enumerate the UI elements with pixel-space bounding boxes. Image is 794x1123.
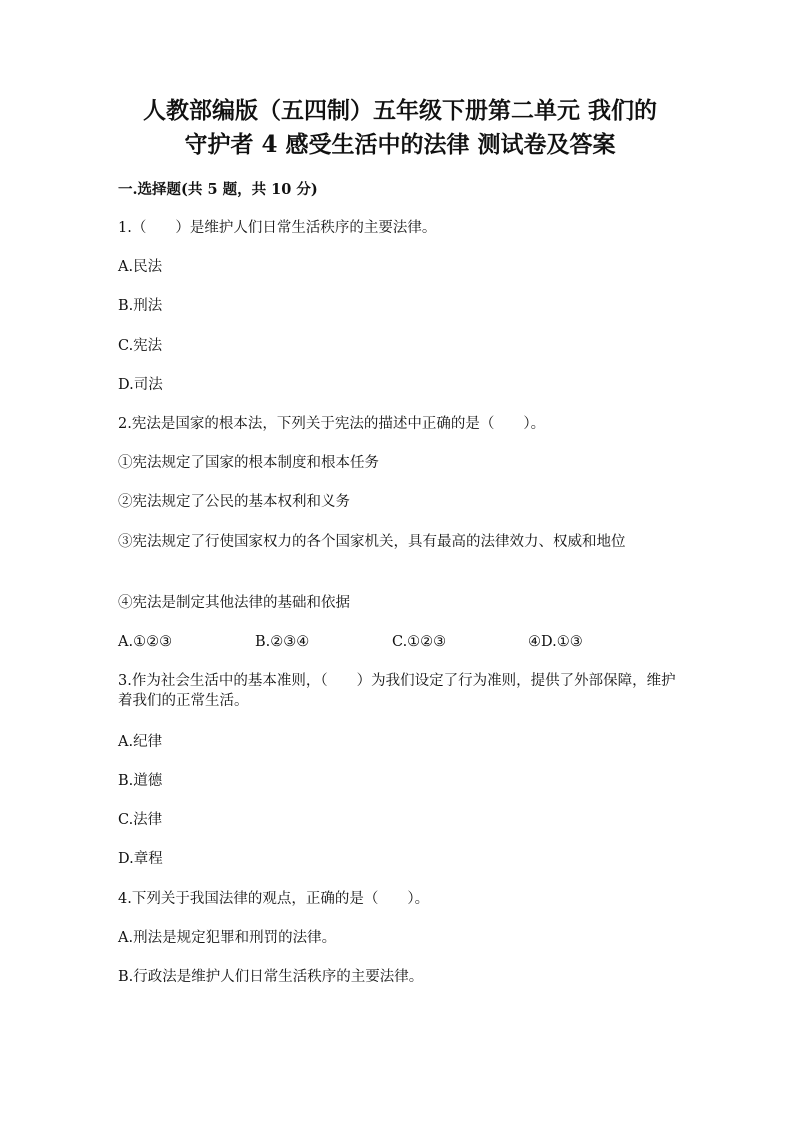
question-1-option-b: B.刑法 [118, 298, 163, 314]
question-3-option-d: D.章程 [118, 851, 163, 867]
question-4-stem: 4.下列关于我国法律的观点，正确的是（ ）。 [118, 891, 430, 907]
question-3-option-c: C.法律 [118, 812, 163, 828]
question-2-statement-3: ③宪法规定了行使国家权力的各个国家机关，具有最高的法律效力、权威和地位 [118, 534, 626, 550]
question-2-statement-2: ②宪法规定了公民的基本权利和义务 [118, 494, 350, 510]
question-4-option-b: B.行政法是维护人们日常生活秩序的主要法律。 [118, 969, 424, 985]
question-2-options [118, 632, 678, 652]
section-heading: 一.选择题(共 5 题，共 10 分) [118, 181, 318, 198]
question-2-option-d: ④D.①③ [528, 634, 583, 650]
question-1-option-c: C.宪法 [118, 338, 163, 354]
question-1-option-a: A.民法 [118, 259, 163, 275]
question-3-option-a: A.纪律 [118, 734, 163, 750]
question-3-option-b: B.道德 [118, 773, 163, 789]
question-1-option-d: D.司法 [118, 377, 163, 393]
question-4-option-a: A.刑法是规定犯罪和刑罚的法律。 [118, 930, 337, 946]
question-2-statement-1: ①宪法规定了国家的根本制度和根本任务 [118, 455, 379, 471]
question-2-option-c: C.①②③ [392, 634, 447, 650]
question-2-stem: 2.宪法是国家的根本法，下列关于宪法的描述中正确的是（ ）。 [118, 416, 546, 432]
question-1-stem: 1.（ ）是维护人们日常生活秩序的主要法律。 [118, 220, 437, 236]
question-2-option-b: B.②③④ [255, 634, 310, 650]
document-title-line-1: 人教部编版（五四制）五年级下册第二单元 我们的 [142, 97, 657, 124]
question-3-stem: 3.作为社会生活中的基本准则，（ ）为我们设定了行为准则，提供了外部保障，维护着我们的正常生活。 [118, 673, 676, 709]
question-2-option-a: A.①②③ [118, 634, 173, 650]
document-title-line-2: 守护者 4 感受生活中的法律 测试卷及答案 [184, 131, 616, 158]
question-2-statement-4: ④宪法是制定其他法律的基础和依据 [118, 595, 350, 611]
